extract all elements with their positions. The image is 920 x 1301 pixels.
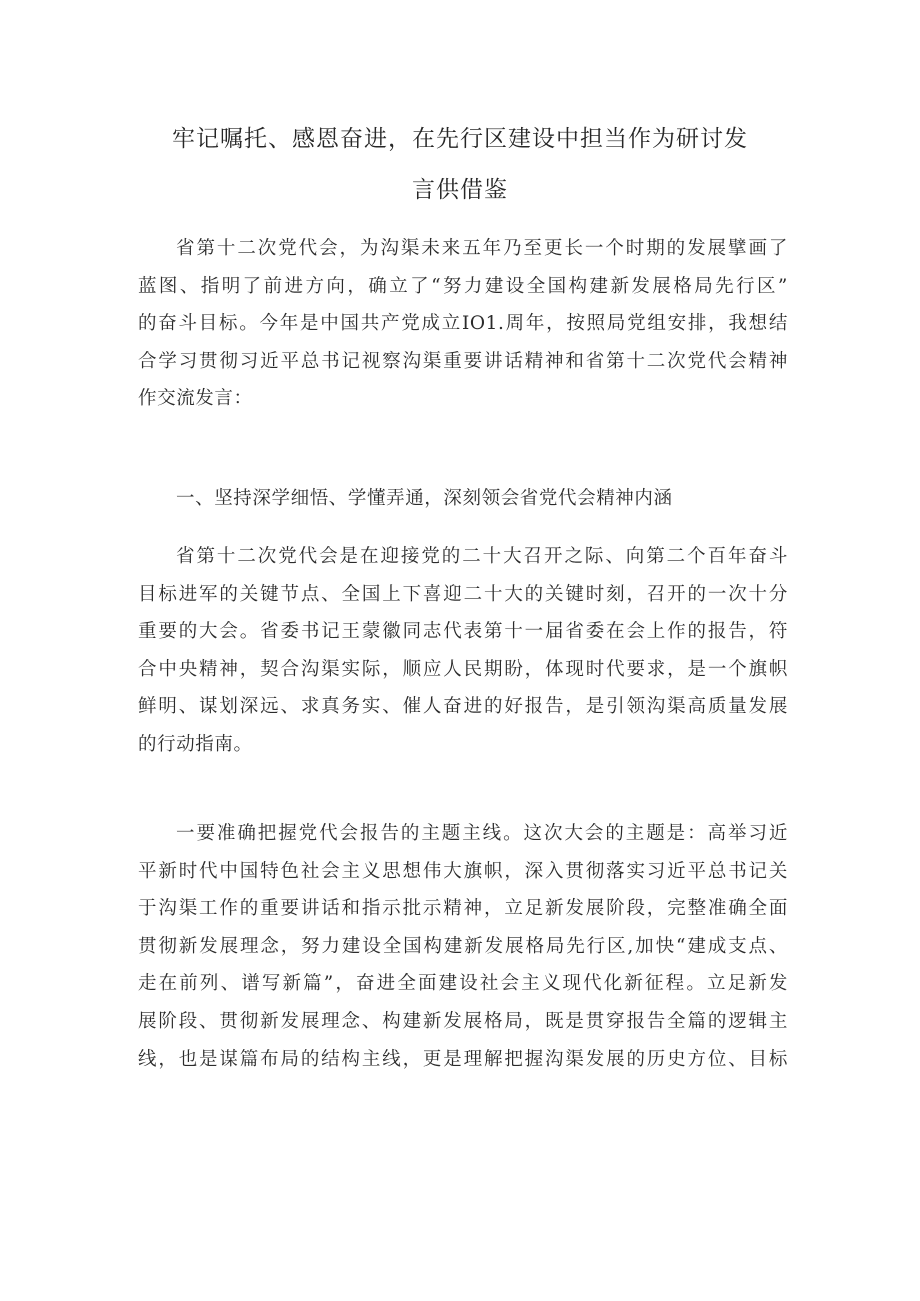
- paragraph-line: 的奋斗目标。今年是中国共产党成立IO1.周年，按照局党组安排，我想结: [138, 313, 788, 335]
- paragraph-line: 一要准确把握党代会报告的主题主线。这次大会的主题是：高举习近: [176, 823, 788, 844]
- section-heading: [138, 480, 788, 518]
- paragraph-line: 合学习贯彻习近平总书记视察沟渠重要讲话精神和省第十二次党代会精神: [138, 350, 788, 372]
- paragraph-theme: [138, 815, 788, 1078]
- paragraph-line: 线，也是谋篇布局的结构主线，更是理解把握沟渠发展的历史方位、目标: [138, 1048, 788, 1070]
- paragraph-line: 作交流发言：: [138, 388, 253, 410]
- paragraph-line: 合中央精神，契合沟渠实际，顺应人民期盼，体现时代要求，是一个旗帜: [138, 658, 788, 680]
- paragraph-line: 走在前列、谱写新篇”，奋进全面建设社会主义现代化新征程。立足新发: [138, 973, 788, 995]
- title-line: 牢记嘱托、感恩奋进，在先行区建设中担当作为研讨发: [172, 126, 748, 152]
- paragraph-line: 平新时代中国特色社会主义思想伟大旗帜，深入贯彻落实习近平总书记关: [138, 860, 788, 882]
- title-line: 言供借鉴: [412, 177, 508, 203]
- document-title: [140, 114, 780, 216]
- paragraph-line: 省第十二次党代会，为沟渠未来五年乃至更长一个时期的发展擘画了: [176, 238, 788, 259]
- paragraph-line: 蓝图、指明了前进方向，确立了“努力建设全国构建新发展格局先行区”: [138, 275, 788, 297]
- paragraph-intro: [138, 230, 788, 418]
- paragraph-line: 于沟渠工作的重要讲话和指示批示精神，立足新发展阶段，完整准确全面: [138, 898, 788, 920]
- paragraph-line: 展阶段、贯彻新发展理念、构建新发展格局，既是贯穿报告全篇的逻辑主: [138, 1010, 788, 1032]
- paragraph-line: 重要的大会。省委书记王蒙徽同志代表第十一届省委在会上作的报告，符: [138, 621, 788, 643]
- paragraph-line: 鲜明、谋划深远、求真务实、催人奋进的好报告，是引领沟渠高质量发展: [138, 696, 788, 718]
- paragraph-congress: [138, 538, 788, 764]
- paragraph-line: 的行动指南。: [138, 733, 253, 755]
- paragraph-line: 贯彻新发展理念，努力建设全国构建新发展格局先行区,加快“建成支点、: [138, 935, 788, 957]
- section-heading-text: 一、坚持深学细悟、学懂弄通，深刻领会省党代会精神内涵: [176, 488, 673, 509]
- paragraph-line: 省第十二次党代会是在迎接党的二十大召开之际、向第二个百年奋斗: [176, 546, 788, 567]
- paragraph-line: 目标进军的关键节点、全国上下喜迎二十大的关键时刻，召开的一次十分: [138, 583, 788, 605]
